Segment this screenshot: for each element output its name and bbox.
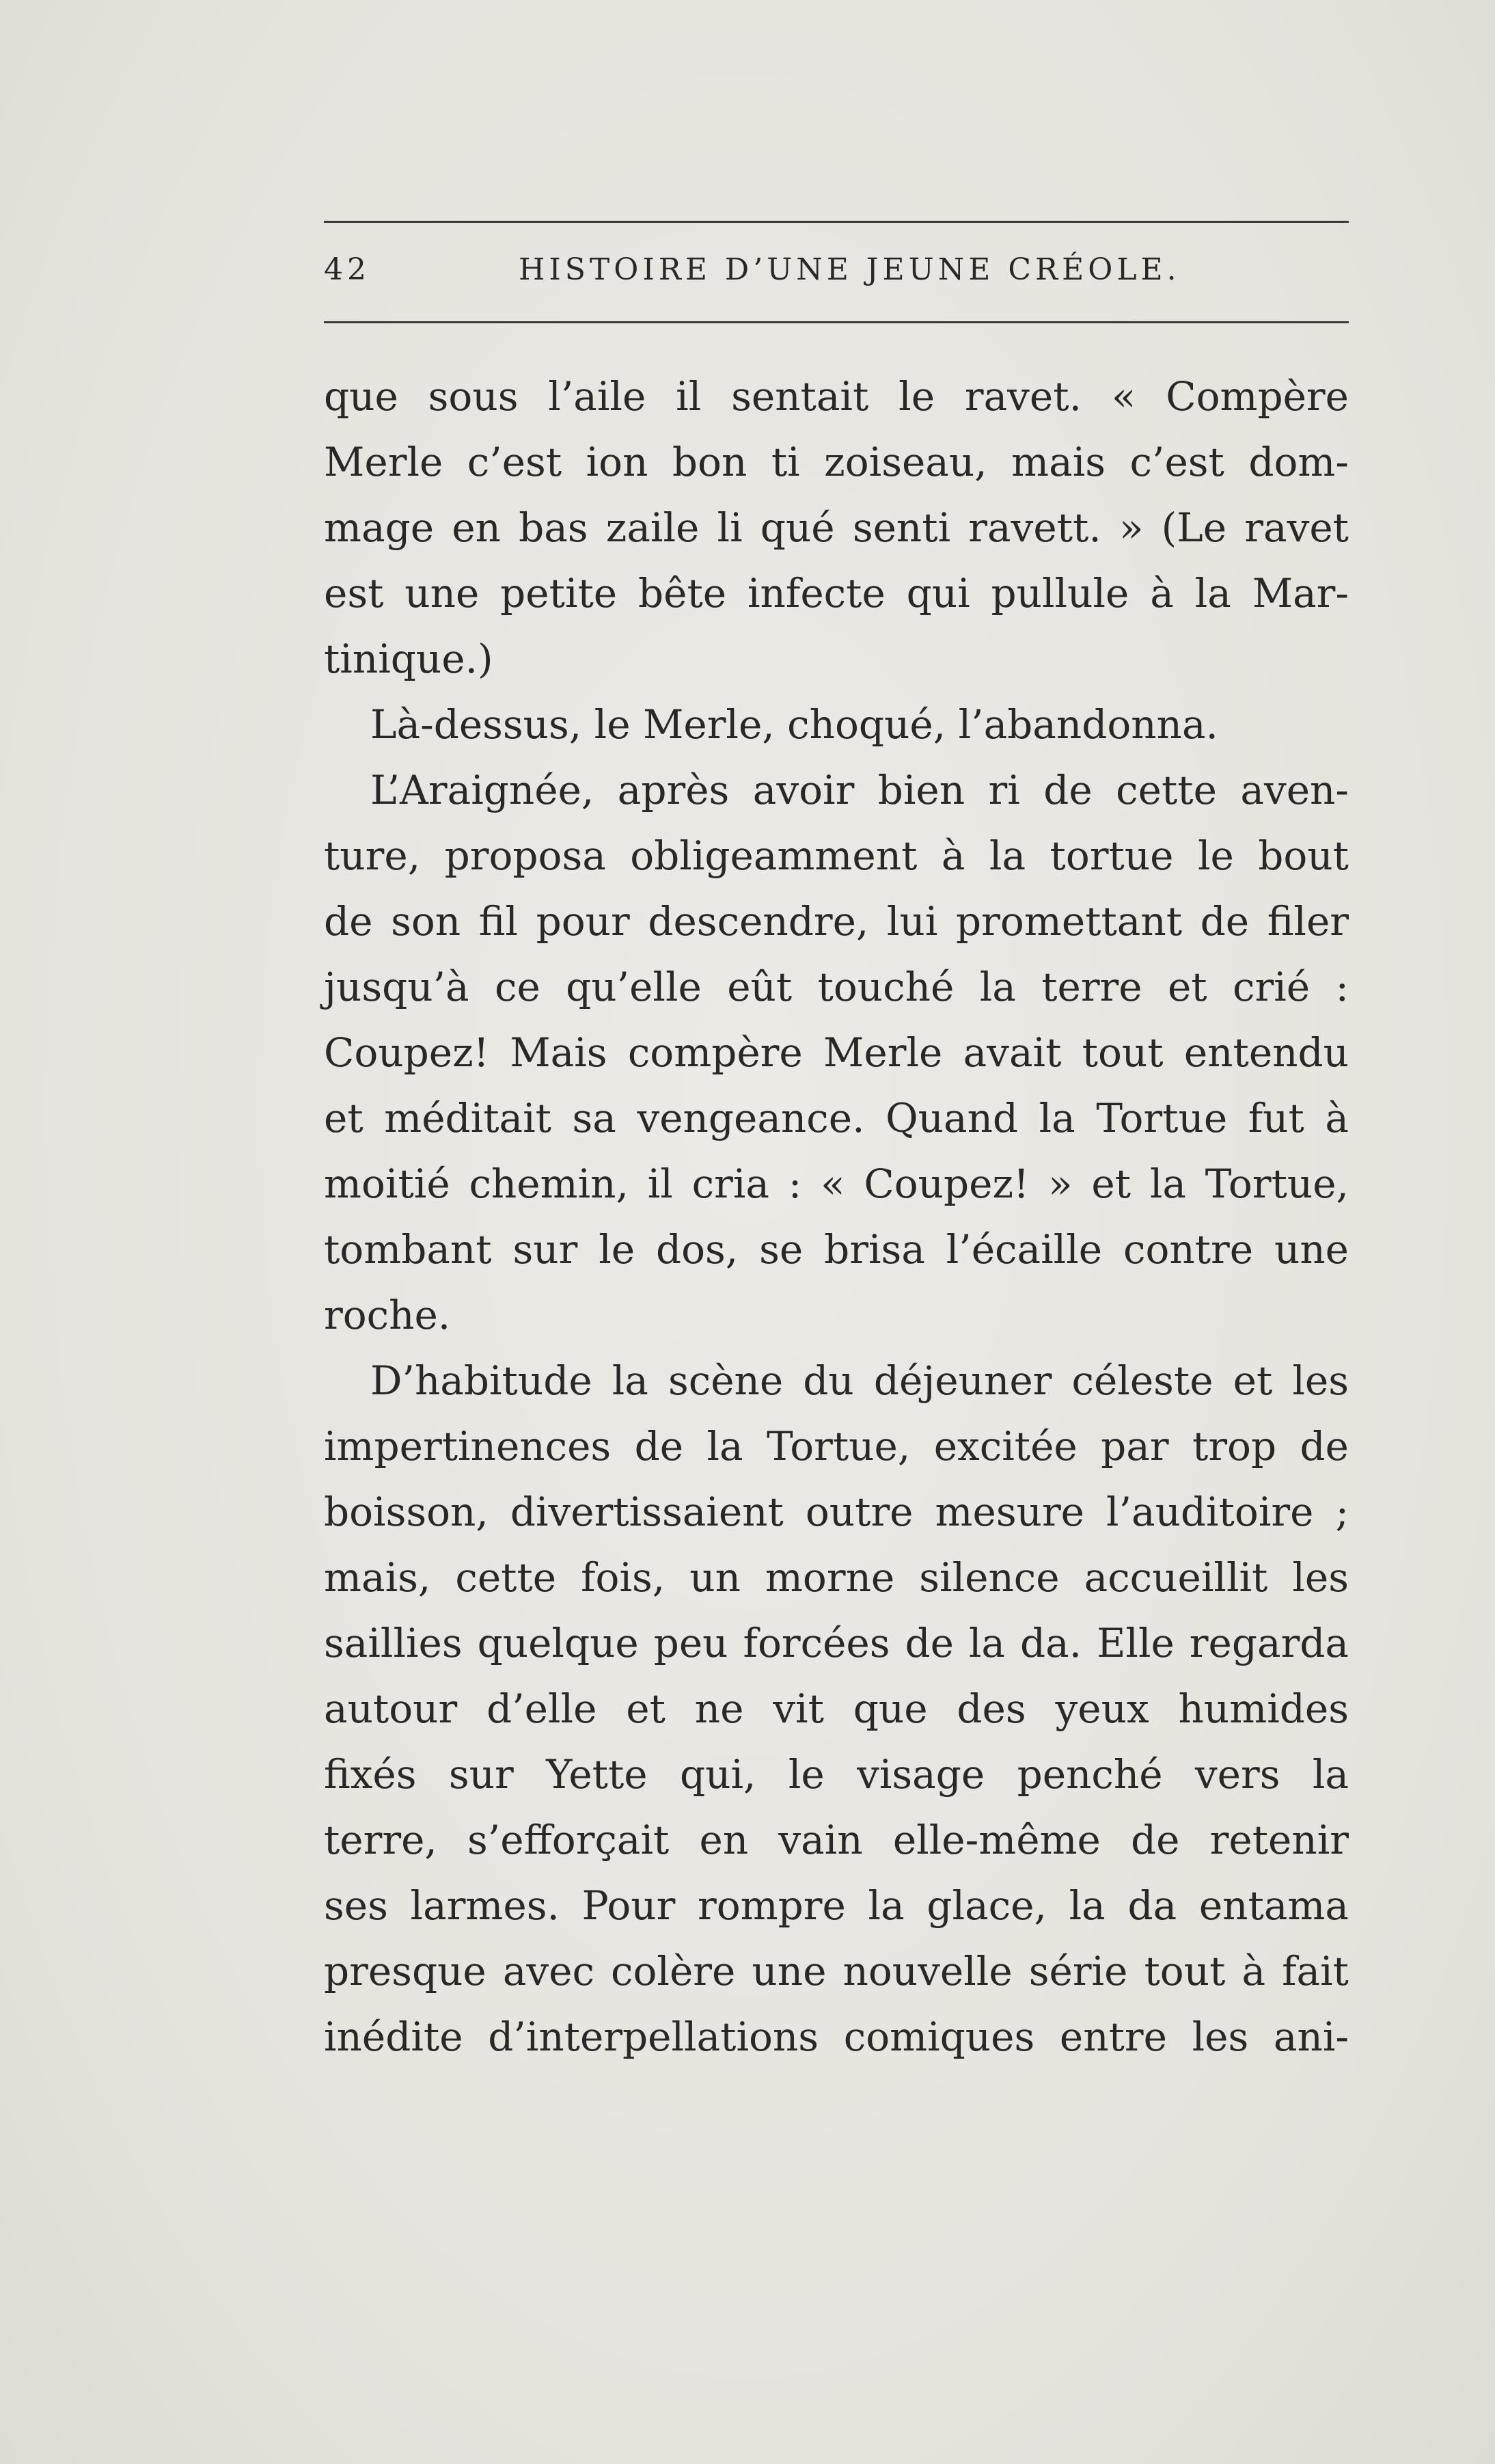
- text-line: Coupez! Mais compère Merle avait tout entendu: [324, 1029, 1349, 1076]
- text-line: saillies quelque peu forcées de la da. Elle regarda: [324, 1620, 1349, 1666]
- text-line: tinique.): [324, 636, 493, 682]
- body-text: [324, 364, 1349, 2070]
- running-title: HISTOIRE D’UNE JEUNE CRÉOLE.: [519, 252, 1181, 287]
- text-line: et méditait sa vengeance. Quand la Tortue fut à: [324, 1095, 1349, 1141]
- text-line: de son fil pour descendre, lui promettant de filer: [324, 898, 1349, 945]
- text-line: inédite d’interpellations comiques entre les ani-: [324, 2014, 1349, 2060]
- text-line: terre, s’efforçait en vain elle-même de retenir: [324, 1817, 1349, 1863]
- text-line: mais, cette fois, un morne silence accueillit les: [324, 1554, 1349, 1601]
- text-line: presque avec colère une nouvelle série tout à fait: [324, 1948, 1349, 1994]
- page-number: 42: [324, 252, 370, 287]
- text-line: est une petite bête infecte qui pullule à la Mar-: [324, 570, 1349, 617]
- header-rule-top: [324, 221, 1349, 223]
- text-line: roche.: [324, 1292, 451, 1338]
- text-line: autour d’elle et ne vit que des yeux humides: [324, 1685, 1349, 1732]
- text-line: D’habitude la scène du déjeuner céleste et les: [370, 1357, 1349, 1404]
- text-line: fixés sur Yette qui, le visage penché vers la: [324, 1751, 1349, 1798]
- text-line: tombant sur le dos, se brisa l’écaille contre une: [324, 1226, 1349, 1273]
- text-line: impertinences de la Tortue, excitée par trop de: [324, 1423, 1349, 1470]
- running-head: [324, 246, 1349, 294]
- text-line: que sous l’aile il sentait le ravet. « Compère: [324, 373, 1349, 420]
- text-line: ture, proposa obligeamment à la tortue le bout: [324, 832, 1349, 879]
- text-line: L’Araignée, après avoir bien ri de cette aven-: [370, 767, 1349, 813]
- header-rule-bottom: [324, 321, 1349, 323]
- text-line: Là-dessus, le Merle, choqué, l’abandonna.: [370, 701, 1218, 748]
- text-line: moitié chemin, il cria : « Coupez! » et la Tortue,: [324, 1161, 1349, 1207]
- text-line: boisson, divertissaient outre mesure l’auditoire ;: [324, 1489, 1349, 1535]
- text-line: jusqu’à ce qu’elle eût touché la terre et crié :: [324, 964, 1349, 1010]
- text-line: mage en bas zaile li qué senti ravett. » (Le ravet: [324, 504, 1349, 551]
- text-line: ses larmes. Pour rompre la glace, la da entama: [324, 1882, 1349, 1929]
- text-line: Merle c’est ion bon ti zoiseau, mais c’est dom-: [324, 439, 1349, 485]
